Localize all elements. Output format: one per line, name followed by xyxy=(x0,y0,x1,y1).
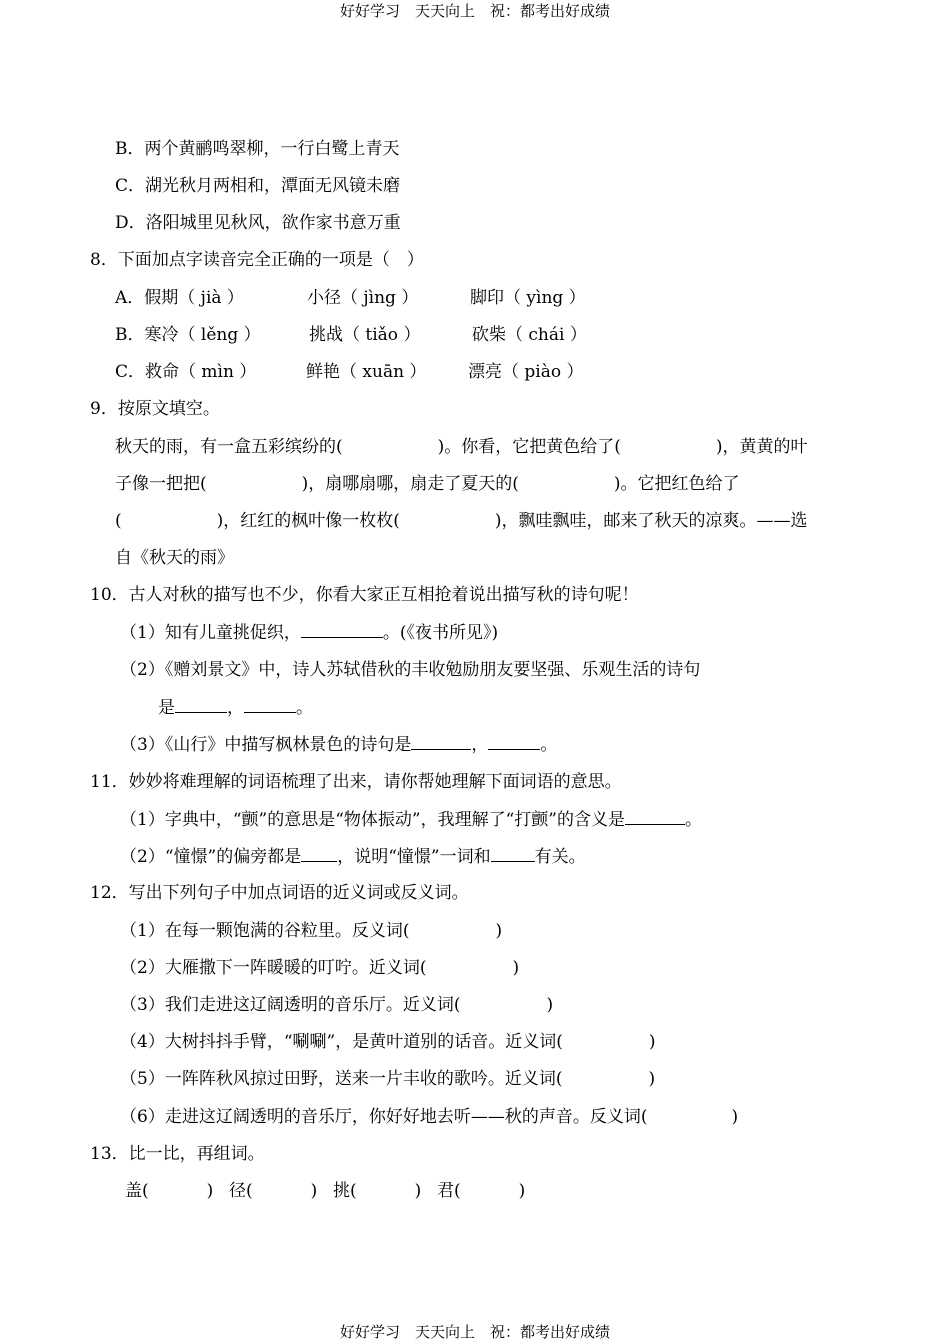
page-header: 好好学习 天天向上 祝：都考出好成绩 xyxy=(339,2,610,20)
q9-text: )。它把红色给了 xyxy=(613,474,740,494)
q13-text: 挑( xyxy=(333,1181,357,1201)
q13-text: 君( xyxy=(437,1181,461,1201)
q10-sub-2: （2）《赠刘景文》中，诗人苏轼借秋的丰收勉励朋友要坚强、乐观生活的诗句 xyxy=(120,660,701,680)
q9-text: 秋天的雨，有一盒五彩缤纷的( xyxy=(115,437,343,457)
q10-sub-2-cont xyxy=(158,696,313,719)
q9-text: )，飘哇飘哇，邮来了秋天的凉爽。——选 xyxy=(494,511,808,531)
q10-text: 。 xyxy=(540,735,558,755)
q8-b-1: B．寒冷（ lěng ） xyxy=(115,325,261,345)
q8-a-3: 脚印（ yìng ） xyxy=(470,288,586,308)
q7-option-c: C．湖光秋月两相和，潭面无风镜未磨 xyxy=(115,176,401,196)
q12-item xyxy=(120,1106,738,1128)
q12-text: ) xyxy=(546,995,554,1015)
q13-item xyxy=(437,1180,525,1202)
q12-text: （6）走进这辽阔透明的音乐厅，你好好地去听——秋的声音。反义词( xyxy=(120,1107,648,1127)
q12-text: （4）大树抖抖手臂，“唰唰”，是黄叶道别的话音。近义词( xyxy=(120,1032,563,1052)
q9-line-3 xyxy=(115,510,808,532)
q9-line-1 xyxy=(115,436,808,458)
q9-text: )，红红的枫叶像一枚枚( xyxy=(216,511,400,531)
q9-text: )。你看，它把黄色给了( xyxy=(437,437,621,457)
q11-stem: 11．妙妙将难理解的词语梳理了出来，请你帮她理解下面词语的意思。 xyxy=(90,772,622,792)
q8-stem: 8．下面加点字读音完全正确的一项是（ ） xyxy=(90,250,424,270)
q13-text: ) xyxy=(206,1181,214,1201)
q11-text: 。 xyxy=(684,810,702,830)
q7-option-d: D．洛阳城里见秋风，欲作家书意万重 xyxy=(115,213,401,233)
q13-text: 径( xyxy=(229,1181,253,1201)
q11-sub-2 xyxy=(120,845,586,868)
q8-a-2: 小径（ jìng ） xyxy=(307,288,419,308)
q11-text: （2）“憧憬”的偏旁都是 xyxy=(120,847,302,867)
q12-text: ) xyxy=(648,1032,656,1052)
q9-text: )，黄黄的叶 xyxy=(715,437,808,457)
q9-line-2 xyxy=(115,473,740,495)
q10-text: （3）《山行》中描写枫林景色的诗句是 xyxy=(120,735,412,755)
q13-item xyxy=(229,1180,317,1202)
q8-b-2: 挑战（ tiǎo ） xyxy=(309,325,421,345)
q13-item xyxy=(125,1180,213,1202)
q12-text: （1）在每一颗饱满的谷粒里。反义词( xyxy=(120,921,410,941)
q8-c-1: C．救命（ mìn ） xyxy=(115,362,257,382)
q10-text: ， xyxy=(227,698,244,718)
q12-text: ) xyxy=(512,958,520,978)
q10-blank-line[interactable] xyxy=(411,733,471,750)
q10-text: （1）知有儿童挑促织， xyxy=(120,623,301,643)
q10-text: 。(《夜书所见》) xyxy=(382,623,499,643)
q10-stem: 10．古人对秋的描写也不少，你看大家正互相抢着说出描写秋的诗句呢！ xyxy=(90,585,639,605)
q11-blank-line[interactable] xyxy=(301,845,337,862)
q10-text: 是 xyxy=(158,698,175,718)
q12-item xyxy=(120,957,519,979)
q9-line-4: 自《秋天的雨》 xyxy=(115,548,234,568)
q8-c-2: 鲜艳（ xuān ） xyxy=(306,362,427,382)
q10-text: ， xyxy=(471,735,489,755)
q10-blank-line[interactable] xyxy=(244,696,296,713)
q10-text: 。 xyxy=(296,698,313,718)
page-footer: 好好学习 天天向上 祝：都考出好成绩 xyxy=(339,1323,610,1341)
q12-text: ) xyxy=(495,921,503,941)
q13-text: ) xyxy=(310,1181,318,1201)
q13-text: 盖( xyxy=(125,1181,149,1201)
q12-item xyxy=(120,1031,655,1053)
q9-text: ( xyxy=(115,511,122,531)
q12-text: ) xyxy=(731,1107,739,1127)
q12-stem: 12．写出下列句子中加点词语的近义词或反义词。 xyxy=(90,883,469,903)
q11-text: （1）字典中，“颤”的意思是“物体振动”，我理解了“打颤”的含义是 xyxy=(120,810,625,830)
q12-item xyxy=(120,920,502,942)
q8-b-3: 砍柴（ chái ） xyxy=(472,325,587,345)
q10-blank-line[interactable] xyxy=(488,733,540,750)
q10-blank-line[interactable] xyxy=(301,621,383,638)
q11-sub-1 xyxy=(120,808,702,831)
q12-text: ) xyxy=(648,1069,656,1089)
q7-option-b: B．两个黄鹂鸣翠柳，一行白鹭上青天 xyxy=(115,139,400,159)
q9-stem: 9．按原文填空。 xyxy=(90,399,220,419)
q12-item xyxy=(120,1068,655,1090)
q11-blank-line[interactable] xyxy=(625,808,685,825)
q8-a-1: A．假期（ jià ） xyxy=(115,288,244,308)
q10-blank-line[interactable] xyxy=(175,696,227,713)
q12-item xyxy=(120,994,553,1016)
q13-item xyxy=(333,1180,421,1202)
q10-sub-1 xyxy=(120,621,498,644)
q13-stem: 13．比一比，再组词。 xyxy=(90,1144,265,1164)
q9-text: )，扇哪扇哪，扇走了夏天的( xyxy=(301,474,519,494)
q11-text: ，说明“憧憬”一词和 xyxy=(337,847,491,867)
q9-text: 子像一把把( xyxy=(115,474,207,494)
q10-sub-3 xyxy=(120,733,557,756)
q13-text: ) xyxy=(414,1181,422,1201)
q8-c-3: 漂亮（ piào ） xyxy=(468,362,584,382)
q11-blank-line[interactable] xyxy=(491,845,535,862)
q12-text: （5）一阵阵秋风掠过田野，送来一片丰收的歌吟。近义词( xyxy=(120,1069,563,1089)
q12-text: （2）大雁撒下一阵暖暖的叮咛。近义词( xyxy=(120,958,427,978)
q12-text: （3）我们走进这辽阔透明的音乐厅。近义词( xyxy=(120,995,461,1015)
q11-text: 有关。 xyxy=(534,847,586,867)
q13-text: ) xyxy=(518,1181,526,1201)
